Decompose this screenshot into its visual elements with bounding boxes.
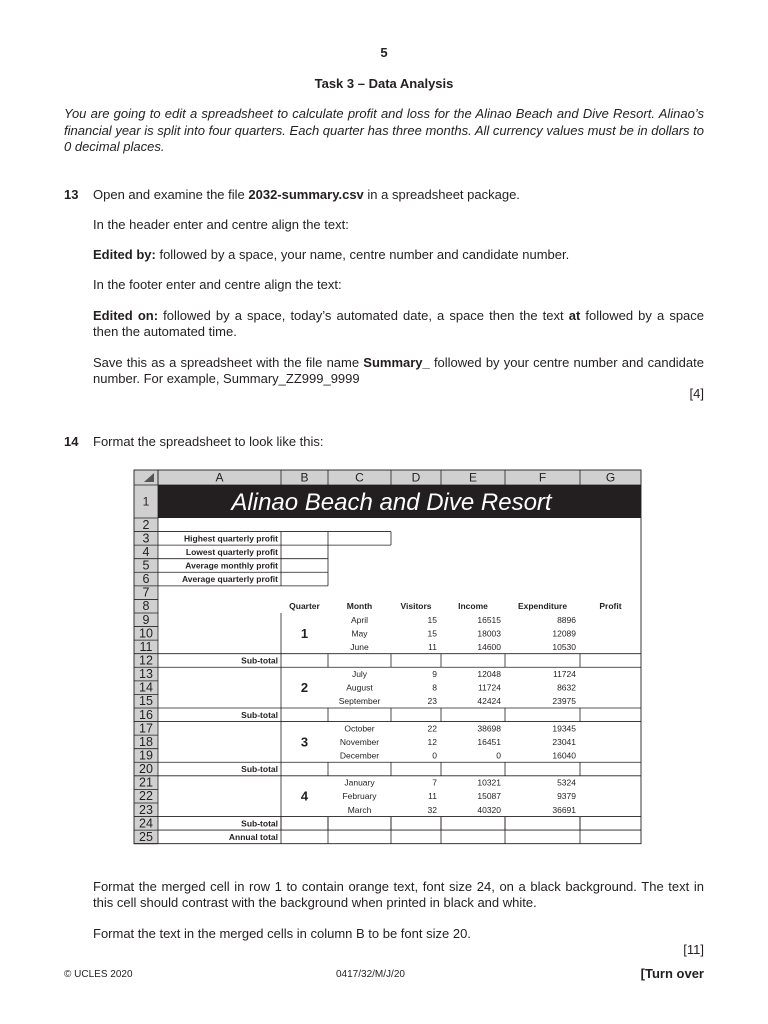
q13-open-file: Open and examine the file 2032-summary.csv in a spreadsheet package. — [93, 187, 520, 202]
row-header-7: 7 — [142, 585, 150, 600]
column-header-g: G — [605, 470, 616, 485]
table-header: Income — [458, 601, 488, 612]
month-cell: August — [346, 682, 373, 693]
month-cell: February — [342, 791, 377, 802]
income-cell: 42424 — [477, 696, 501, 707]
month-cell: June — [350, 641, 369, 652]
visitors-cell: 11 — [428, 791, 437, 802]
table-header: Month — [346, 601, 373, 612]
q14-marks: [11] — [683, 942, 704, 957]
income-cell: 40320 — [477, 804, 501, 815]
row-header-4: 4 — [142, 544, 150, 559]
row-header-11: 11 — [139, 639, 153, 654]
column-header-a: A — [215, 470, 224, 485]
visitors-cell: 0 — [432, 750, 437, 761]
income-cell: 11724 — [477, 682, 501, 693]
income-cell: 14600 — [477, 641, 501, 652]
visitors-cell: 9 — [432, 669, 437, 680]
column-header-c: C — [355, 470, 364, 485]
subtotal-label: Sub-total — [241, 709, 278, 720]
row-header-14: 14 — [139, 680, 153, 695]
column-header-bar — [134, 470, 641, 485]
row-header-22: 22 — [139, 789, 153, 804]
income-cell: 16451 — [477, 736, 501, 747]
summary-label: Average quarterly profit — [181, 574, 278, 585]
table-header: Visitors — [400, 601, 432, 612]
row-header-17: 17 — [139, 721, 153, 736]
visitors-cell: 32 — [427, 804, 437, 815]
row-header-21: 21 — [139, 775, 153, 790]
row-header-10: 10 — [139, 626, 153, 641]
task-title: Task 3 – Data Analysis — [314, 76, 454, 91]
income-cell: 12048 — [477, 669, 501, 680]
month-cell: November — [339, 736, 380, 747]
question-14-number: 14 — [64, 434, 79, 449]
quarter-number: 3 — [300, 734, 309, 750]
subtotal-label: Sub-total — [241, 655, 278, 666]
summary-label: Average monthly profit — [185, 560, 278, 571]
row-header-23: 23 — [139, 802, 153, 817]
row-header-9: 9 — [142, 612, 150, 627]
spreadsheet-grid — [134, 470, 641, 844]
income-cell: 10321 — [477, 777, 501, 788]
column-header-f: F — [538, 470, 547, 485]
expenditure-cell: 10530 — [552, 641, 576, 652]
income-cell: 16515 — [477, 614, 501, 625]
spreadsheet-title: Alinao Beach and Dive Resort — [231, 489, 552, 516]
summary-label: Highest quarterly profit — [184, 533, 278, 544]
task-intro: You are going to edit a spreadsheet to calculate profit and loss for the Alinao Beach and Dive Resort. Alinao’s financial year is split into four quarters. Each quarter has three months. All currency values must be in dollars to 0 decimal places. — [64, 106, 704, 154]
income-cell: 0 — [496, 750, 501, 761]
table-header: Profit — [599, 601, 622, 612]
month-cell: July — [351, 669, 368, 680]
expenditure-cell: 36691 — [552, 804, 576, 815]
row-header-15: 15 — [139, 694, 153, 709]
row-header-16: 16 — [139, 707, 153, 722]
q13-footer-instruction: In the footer enter and centre align the text: — [93, 277, 342, 292]
q13-save-instruction: Save this as a spreadsheet with the file name Summary_ followed by your centre number and candidate number. For example, Summary_ZZ999_9999 — [93, 355, 704, 386]
grid-frame — [134, 470, 641, 844]
visitors-cell: 15 — [427, 628, 437, 639]
copyright: © UCLES 2020 — [64, 969, 133, 980]
expenditure-cell: 12089 — [552, 628, 576, 639]
q13-marks: [4] — [689, 386, 704, 401]
row-header-1: 1 — [142, 494, 150, 509]
row-header-8: 8 — [142, 599, 150, 614]
row-header-5: 5 — [142, 558, 150, 573]
q14-instruction: Format the spreadsheet to look like this: — [93, 434, 324, 449]
table-header: Expenditure — [517, 601, 568, 612]
expenditure-cell: 19345 — [552, 723, 576, 734]
subtotal-label: Sub-total — [241, 818, 278, 829]
column-header-e: E — [468, 470, 478, 485]
row-header-19: 19 — [139, 748, 153, 763]
q13-header-text: Edited by: followed by a space, your name, centre number and candidate number. — [93, 247, 570, 262]
annual-total-label: Annual total — [228, 831, 278, 842]
expenditure-cell: 16040 — [552, 750, 576, 761]
turn-over: [Turn over — [640, 966, 704, 981]
quarter-number: 1 — [300, 625, 309, 641]
month-cell: March — [347, 804, 372, 815]
month-cell: April — [350, 614, 369, 625]
visitors-cell: 12 — [427, 736, 437, 747]
row-header-2: 2 — [142, 517, 150, 532]
row-header-24: 24 — [139, 816, 153, 831]
q14-format-title-instruction: Format the merged cell in row 1 to contain orange text, font size 24, on a black background. The text in this cell should contrast with the background when printed in black and white. — [93, 879, 704, 910]
page-number: 5 — [380, 45, 388, 60]
visitors-cell: 22 — [427, 723, 437, 734]
quarter-number: 2 — [300, 680, 309, 696]
summary-label: Lowest quarterly profit — [185, 546, 278, 557]
expenditure-cell: 11724 — [552, 669, 576, 680]
table-header: Quarter — [289, 601, 320, 612]
expenditure-cell: 8896 — [557, 614, 576, 625]
q14-format-quarter-instruction: Format the text in the merged cells in column B to be font size 20. — [93, 926, 471, 941]
row-header-25: 25 — [139, 829, 153, 844]
visitors-cell: 7 — [432, 777, 437, 788]
question-13-number: 13 — [64, 187, 79, 202]
row-header-20: 20 — [139, 762, 153, 777]
row-header-6: 6 — [142, 572, 150, 587]
month-cell: September — [338, 696, 381, 707]
paper-code: 0417/32/M/J/20 — [336, 969, 405, 980]
q13-header-instruction: In the header enter and centre align the text: — [93, 217, 349, 232]
subtotal-label: Sub-total — [241, 764, 278, 775]
quarter-number: 4 — [300, 788, 309, 804]
row-header-3: 3 — [142, 531, 150, 546]
column-header-b: B — [300, 470, 309, 485]
month-cell: December — [339, 750, 380, 761]
visitors-cell: 15 — [427, 614, 437, 625]
row-header-12: 12 — [139, 653, 153, 668]
visitors-cell: 8 — [432, 682, 437, 693]
income-cell: 38698 — [477, 723, 501, 734]
q13-footer-text: Edited on: followed by a space, today’s automated date, a space then the text at followed by a space then the automated time. — [93, 308, 705, 339]
income-cell: 15087 — [477, 791, 501, 802]
month-cell: October — [344, 723, 375, 734]
month-cell: May — [351, 628, 368, 639]
expenditure-cell: 5324 — [557, 777, 576, 788]
column-header-d: D — [411, 470, 421, 485]
expenditure-cell: 23975 — [552, 696, 576, 707]
income-cell: 18003 — [477, 628, 501, 639]
expenditure-cell: 9379 — [557, 791, 576, 802]
visitors-cell: 11 — [428, 641, 437, 652]
expenditure-cell: 23041 — [552, 736, 576, 747]
visitors-cell: 23 — [427, 696, 437, 707]
expenditure-cell: 8632 — [557, 682, 576, 693]
month-cell: January — [344, 777, 375, 788]
row-header-13: 13 — [139, 667, 153, 682]
row-header-18: 18 — [139, 734, 153, 749]
